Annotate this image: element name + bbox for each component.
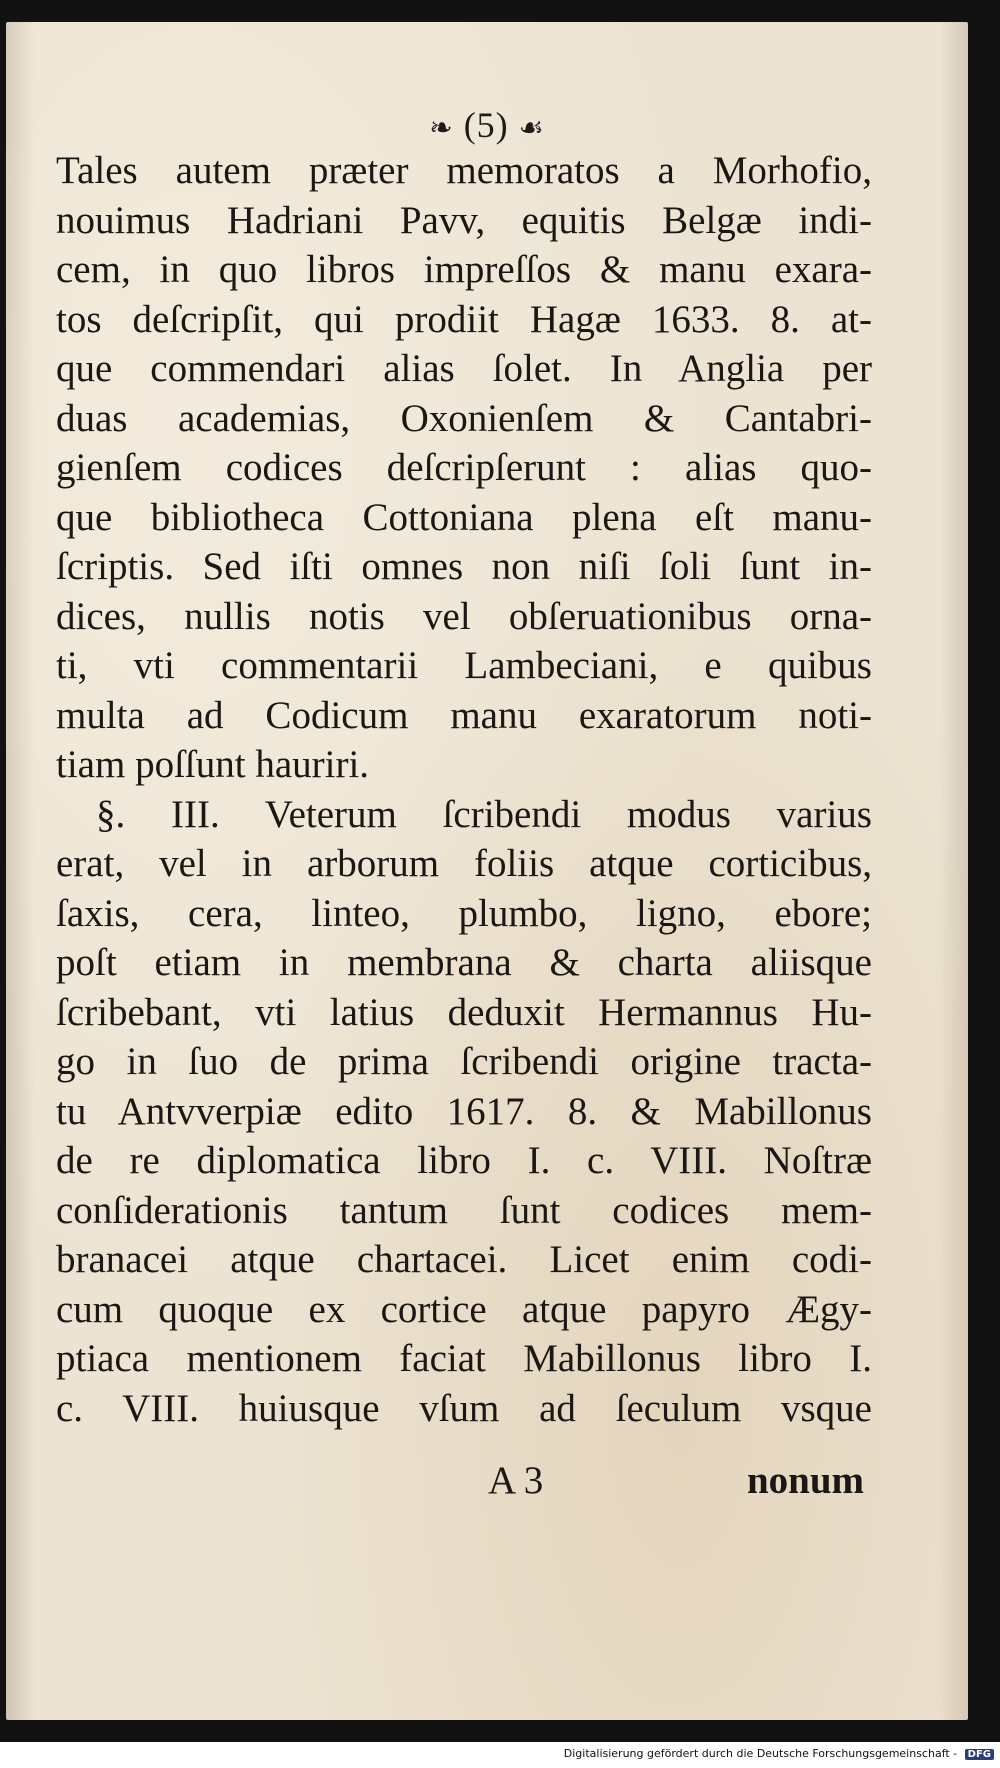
funding-credit xyxy=(564,1747,994,1760)
text-line: tu Antvverpiæ edito 1617. 8. & Mabillonus xyxy=(56,1089,872,1133)
text-line: que bibliotheca Cottoniana plena eſt manu- xyxy=(56,495,872,539)
text-line: nouimus Hadriani Pavv, equitis Belgæ indi- xyxy=(56,198,872,242)
text-line: cem, in quo libros impreſſos & manu exara- xyxy=(56,248,872,291)
signature-mark: A 3 xyxy=(488,1459,544,1502)
text-line: poſt etiam in membrana & charta aliisque xyxy=(56,941,872,984)
text-line: gienſem codices deſcripſerunt : alias quo- xyxy=(56,446,872,489)
text-line: branacei atque chartacei. Licet enim codi- xyxy=(56,1238,872,1281)
text-line: multa ad Codicum manu exaratorum noti- xyxy=(56,693,872,737)
text-line: ſcribebant, vti latius deduxit Hermannus Hu- xyxy=(56,990,872,1034)
right-ornament-icon: ☙ xyxy=(518,113,545,144)
book-page xyxy=(6,22,968,1720)
text-line: tos deſcripſit, qui prodiit Hagæ 1633. 8. at- xyxy=(56,297,872,341)
text-line: go in ſuo de prima ſcribendi origine tracta- xyxy=(56,1040,872,1083)
page-footer xyxy=(56,1458,872,1508)
text-line: cum quoque ex cortice atque papyro Ægy- xyxy=(56,1287,872,1331)
text-line: Tales autem præter memoratos a Morhofio, xyxy=(56,149,872,192)
page-number xyxy=(6,104,968,146)
dfg-logo-icon: DFG xyxy=(965,1749,994,1760)
text-line: c. VIII. huiusque vſum ad ſeculum vsque xyxy=(56,1386,872,1430)
text-line: ptiaca mentionem faciat Mabillonus libro I. xyxy=(56,1337,872,1380)
text-line: de re diplomatica libro I. c. VIII. Noſtræ xyxy=(56,1139,872,1182)
text-line: ſaxis, cera, linteo, plumbo, ligno, ebore; xyxy=(56,891,872,935)
section-heading-line: §. III. Veterum ſcribendi modus varius xyxy=(96,792,872,836)
credit-text: Digitalisierung gefördert durch die Deutsche Forschungsgemeinschaft - xyxy=(563,1747,958,1760)
left-ornament-icon: ❧ xyxy=(429,113,454,144)
text-line: erat, vel in arborum foliis atque corticibus, xyxy=(56,842,872,885)
catchword: nonum xyxy=(746,1459,864,1502)
page-number-text: (5) xyxy=(463,105,509,145)
body-text xyxy=(56,146,872,1433)
text-line: ti, vti commentarii Lambeciani, e quibus xyxy=(56,644,872,687)
text-line: tiam poſſunt hauriri. xyxy=(56,743,370,786)
text-line: dices, nullis notis vel obſeruationibus orna- xyxy=(56,594,872,638)
text-line: duas academias, Oxonienſem & Cantabri- xyxy=(56,396,872,440)
credit-bar xyxy=(0,1742,1000,1768)
text-line: ſcriptis. Sed iſti omnes non niſi ſoli ſunt in- xyxy=(56,545,872,588)
text-line: que commendari alias ſolet. In Anglia per xyxy=(56,347,872,390)
text-line: conſiderationis tantum ſunt codices mem- xyxy=(56,1188,872,1232)
